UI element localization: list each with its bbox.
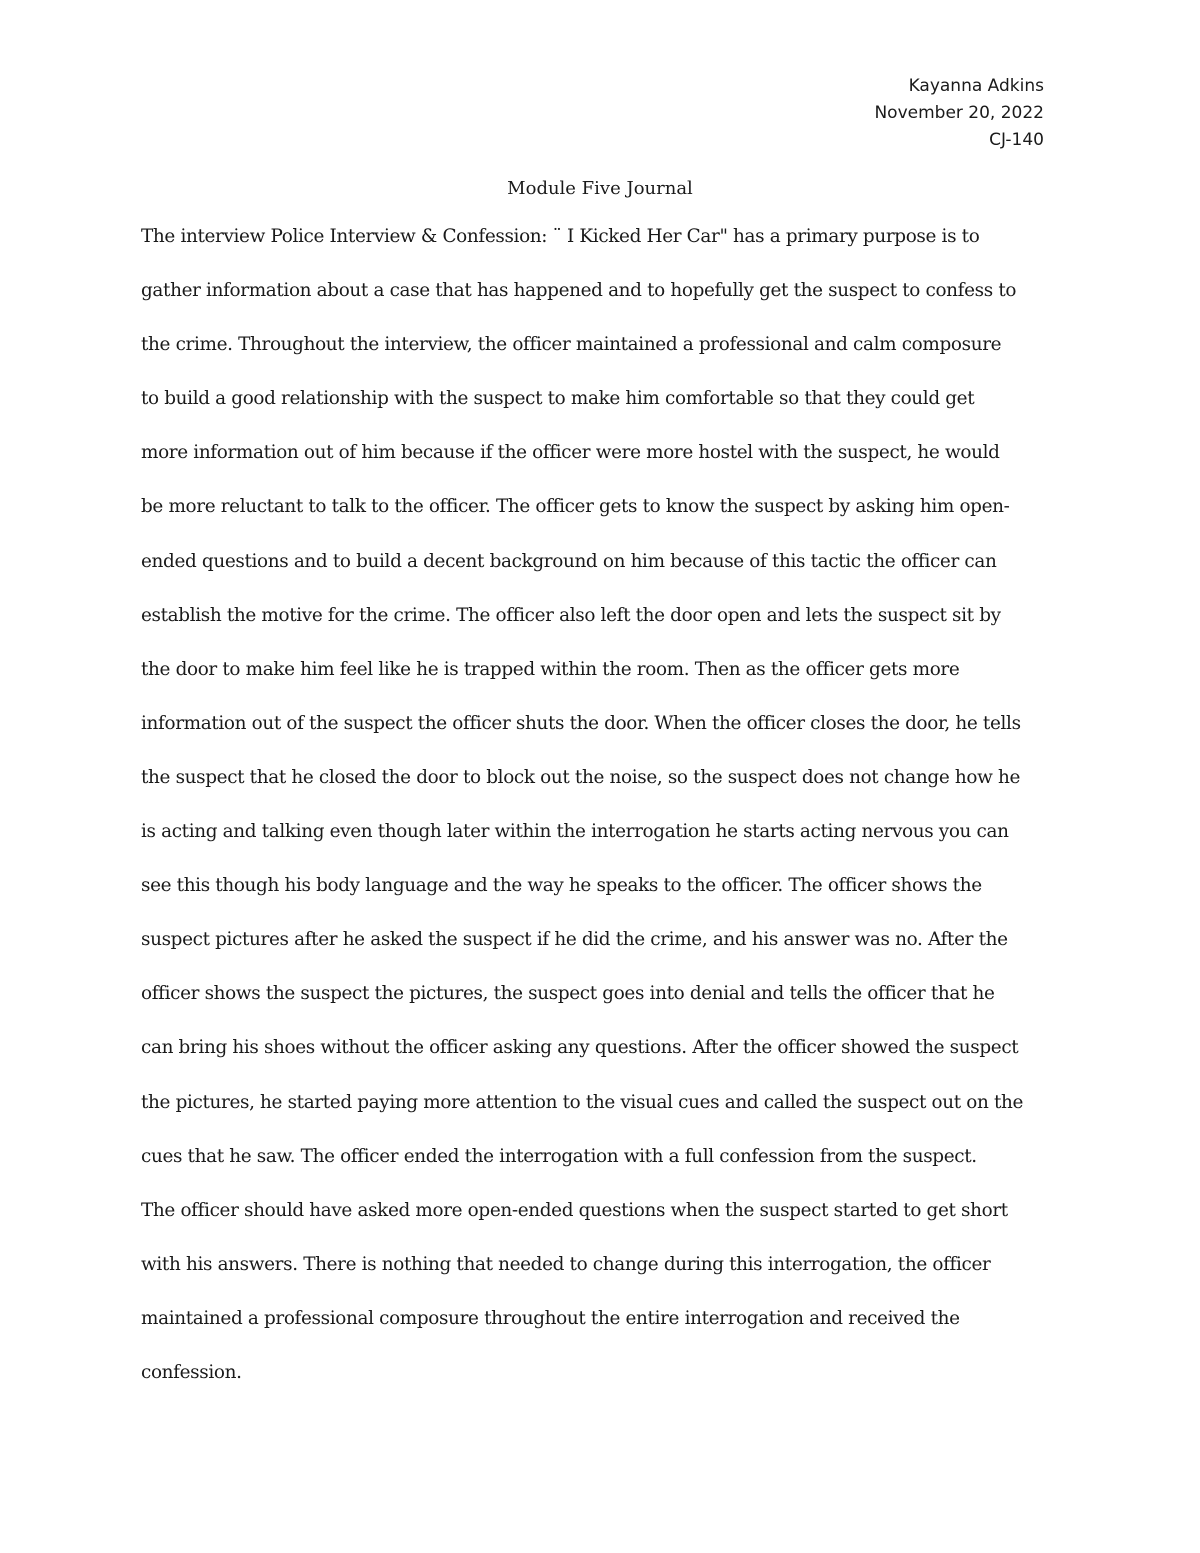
document-date: November 20, 2022 [874, 103, 1044, 123]
header-block [874, 73, 1044, 154]
text-line: confession. [141, 1361, 242, 1383]
paragraph [141, 222, 1061, 1196]
text-line: establish the motive for the crime. The officer also left the door open and lets the suspect sit by [141, 604, 1001, 626]
text-line: more information out of him because if the officer were more hostel with the suspect, he would [141, 442, 1000, 464]
text-line: The officer should have asked more open-ended questions when the suspect started to get short [141, 1199, 1008, 1221]
document-title: Module Five Journal [507, 178, 693, 199]
text-line: the pictures, he started paying more attention to the visual cues and called the suspect out on the [141, 1091, 1024, 1113]
text-line: the crime. Throughout the interview, the officer maintained a professional and calm composure [141, 334, 1002, 356]
author-name: Kayanna Adkins [908, 76, 1044, 96]
text-line: gather information about a case that has happened and to hopefully get the suspect to confess to [141, 280, 1017, 302]
text-line: is acting and talking even though later within the interrogation he starts acting nervous you can [141, 821, 1009, 843]
text-line: to build a good relationship with the suspect to make him comfortable so that they could get [141, 388, 975, 410]
text-line: the suspect that he closed the door to block out the noise, so the suspect does not change how he [141, 766, 1020, 788]
text-line: with his answers. There is nothing that needed to change during this interrogation, the officer [141, 1253, 991, 1275]
text-line: the door to make him feel like he is trapped within the room. Then as the officer gets more [141, 658, 960, 680]
text-line: be more reluctant to talk to the officer. The officer gets to know the suspect by asking him open- [141, 496, 1010, 518]
text-line: can bring his shoes without the officer asking any questions. After the officer showed the suspect [141, 1037, 1019, 1059]
text-line: cues that he saw. The officer ended the interrogation with a full confession from the suspect. [141, 1145, 977, 1167]
text-line: suspect pictures after he asked the suspect if he did the crime, and his answer was no. After the [141, 929, 1008, 951]
course-code: CJ-140 [989, 130, 1044, 150]
paragraph [141, 1196, 1061, 1412]
text-line: maintained a professional composure throughout the entire interrogation and received the [141, 1307, 960, 1329]
document-body [141, 222, 1061, 1412]
text-line: officer shows the suspect the pictures, the suspect goes into denial and tells the officer that he [141, 983, 995, 1005]
text-line: see this though his body language and the way he speaks to the officer. The officer shows the [141, 875, 982, 897]
text-line: The interview Police Interview & Confession: ¨ I Kicked Her Car" has a primary purpose is to [141, 226, 980, 247]
text-line: information out of the suspect the officer shuts the door. When the officer closes the door, he tells [141, 712, 1021, 734]
text-line: ended questions and to build a decent background on him because of this tactic the officer can [141, 550, 997, 572]
